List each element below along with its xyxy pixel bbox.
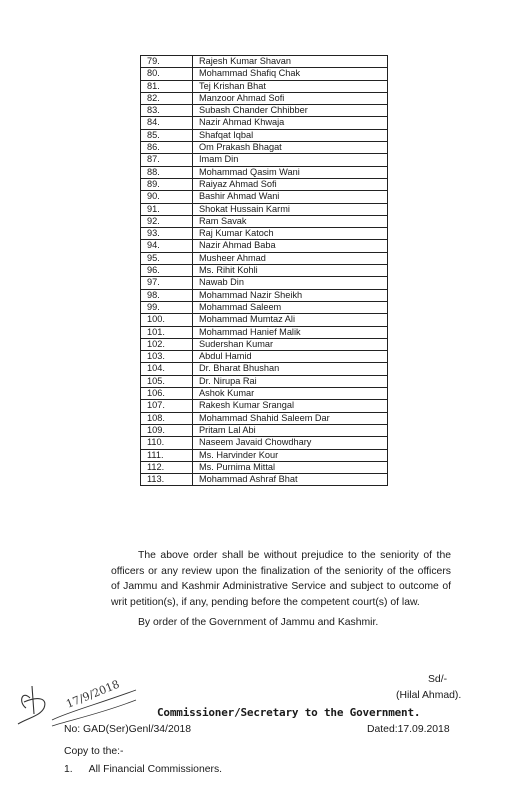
officer-name: Ms. Harvinder Kour [193,449,388,461]
officer-name: Mohammad Shahid Saleem Dar [193,412,388,424]
officer-row [141,92,388,104]
officer-serial-number: 80. [141,68,193,80]
officer-name: Nazir Ahmad Baba [193,240,388,252]
officer-row [141,301,388,313]
officer-row [141,461,388,473]
signatory-designation: Commissioner/Secretary to the Government. [157,706,421,719]
copy-item-number: 1. [64,764,73,775]
order-paragraph: The above order shall be without prejudice to the seniority of the officers or any review upon the finalization of the seniority of the officers of Jammu and Kashmir Administrative Service and subject to outcome of writ petition(s), if any, pending before the competent court(s) of law. [111,550,451,608]
officer-row [141,154,388,166]
officer-row [141,56,388,68]
officer-row [141,326,388,338]
officer-name: Manzoor Ahmad Sofi [193,92,388,104]
officer-serial-number: 113. [141,474,193,486]
officer-serial-number: 98. [141,289,193,301]
officer-row [141,412,388,424]
officer-serial-number: 108. [141,412,193,424]
officer-name: Nawab Din [193,277,388,289]
officer-name: Rajesh Kumar Shavan [193,56,388,68]
officer-row [141,449,388,461]
officer-serial-number: 99. [141,301,193,313]
officer-serial-number: 111. [141,449,193,461]
officer-row [141,142,388,154]
officer-serial-number: 87. [141,154,193,166]
officer-name: Imam Din [193,154,388,166]
officer-serial-number: 85. [141,129,193,141]
officer-name: Raj Kumar Katoch [193,228,388,240]
officer-name: Tej Krishan Bhat [193,80,388,92]
officer-row [141,424,388,436]
officer-serial-number: 109. [141,424,193,436]
officer-name: Raiyaz Ahmad Sofi [193,178,388,190]
officer-name: Mohammad Qasim Wani [193,166,388,178]
officer-name: Mohammad Ashraf Bhat [193,474,388,486]
officer-name: Bashir Ahmad Wani [193,191,388,203]
officer-serial-number: 107. [141,400,193,412]
officer-serial-number: 92. [141,215,193,227]
officer-row [141,117,388,129]
officer-serial-number: 79. [141,56,193,68]
officer-serial-number: 88. [141,166,193,178]
officer-name: Sudershan Kumar [193,338,388,350]
officer-name: Mohammad Shafiq Chak [193,68,388,80]
officer-name: Mohammad Mumtaz Ali [193,314,388,326]
officer-serial-number: 95. [141,252,193,264]
copy-item-text: All Financial Commissioners. [88,764,223,775]
officer-name: Dr. Nirupa Rai [193,375,388,387]
officer-name: Mohammad Hanief Malik [193,326,388,338]
officer-serial-number: 94. [141,240,193,252]
order-date: Dated:17.09.2018 [367,724,450,735]
officer-name: Shafqat Iqbal [193,129,388,141]
officer-serial-number: 110. [141,437,193,449]
copy-list-item [64,764,238,775]
officer-name: Abdul Hamid [193,351,388,363]
officer-row [141,375,388,387]
officer-row [141,474,388,486]
signature-date-text: 17/9/2018 [64,677,122,711]
officer-row [141,289,388,301]
officer-row [141,166,388,178]
officer-name: Shokat Hussain Karmi [193,203,388,215]
officer-name: Om Prakash Bhagat [193,142,388,154]
officer-serial-number: 97. [141,277,193,289]
officer-serial-number: 106. [141,388,193,400]
officer-serial-number: 93. [141,228,193,240]
officer-row [141,437,388,449]
officer-serial-number: 101. [141,326,193,338]
officer-name: Ashok Kumar [193,388,388,400]
officer-seniority-table [140,55,388,486]
officer-name: Musheer Ahmad [193,252,388,264]
officer-row [141,388,388,400]
officer-serial-number: 86. [141,142,193,154]
officer-row [141,265,388,277]
officer-serial-number: 82. [141,92,193,104]
officer-serial-number: 84. [141,117,193,129]
officer-name: Mohammad Saleem [193,301,388,313]
officer-row [141,105,388,117]
order-number: No: GAD(Ser)Genl/34/2018 [64,724,192,735]
officer-name: Ms. Rihit Kohli [193,265,388,277]
officer-name: Mohammad Nazir Sheikh [193,289,388,301]
officer-serial-number: 89. [141,178,193,190]
officer-name: Ram Savak [193,215,388,227]
officer-name: Naseem Javaid Chowdhary [193,437,388,449]
copy-to-heading: Copy to the:- [64,746,124,757]
officer-serial-number: 91. [141,203,193,215]
officer-name: Rakesh Kumar Srangal [193,400,388,412]
officer-serial-number: 105. [141,375,193,387]
officer-row [141,228,388,240]
officer-name: Ms. Purnima Mittal [193,461,388,473]
officer-serial-number: 90. [141,191,193,203]
officer-row [141,363,388,375]
officer-serial-number: 102. [141,338,193,350]
officer-name: Nazir Ahmad Khwaja [193,117,388,129]
officer-serial-number: 104. [141,363,193,375]
officer-row [141,252,388,264]
officer-row [141,351,388,363]
officer-row [141,178,388,190]
sd-mark: Sd/- [428,674,448,685]
officer-rows [141,56,388,486]
officer-row [141,400,388,412]
officer-row [141,68,388,80]
officer-row [141,338,388,350]
officer-row [141,240,388,252]
order-authority-line: By order of the Government of Jammu and Kashmir. [138,617,379,628]
officer-serial-number: 83. [141,105,193,117]
officer-serial-number: 100. [141,314,193,326]
officer-serial-number: 96. [141,265,193,277]
officer-serial-number: 112. [141,461,193,473]
officer-name: Subash Chander Chhibber [193,105,388,117]
officer-row [141,277,388,289]
signatory-name: (Hilal Ahmad). [396,690,462,701]
officer-serial-number: 103. [141,351,193,363]
officer-serial-number: 81. [141,80,193,92]
officer-name: Dr. Bharat Bhushan [193,363,388,375]
officer-row [141,215,388,227]
officer-row [141,191,388,203]
officer-row [141,203,388,215]
officer-row [141,314,388,326]
officer-row [141,80,388,92]
officer-row [141,129,388,141]
officer-name: Pritam Lal Abi [193,424,388,436]
